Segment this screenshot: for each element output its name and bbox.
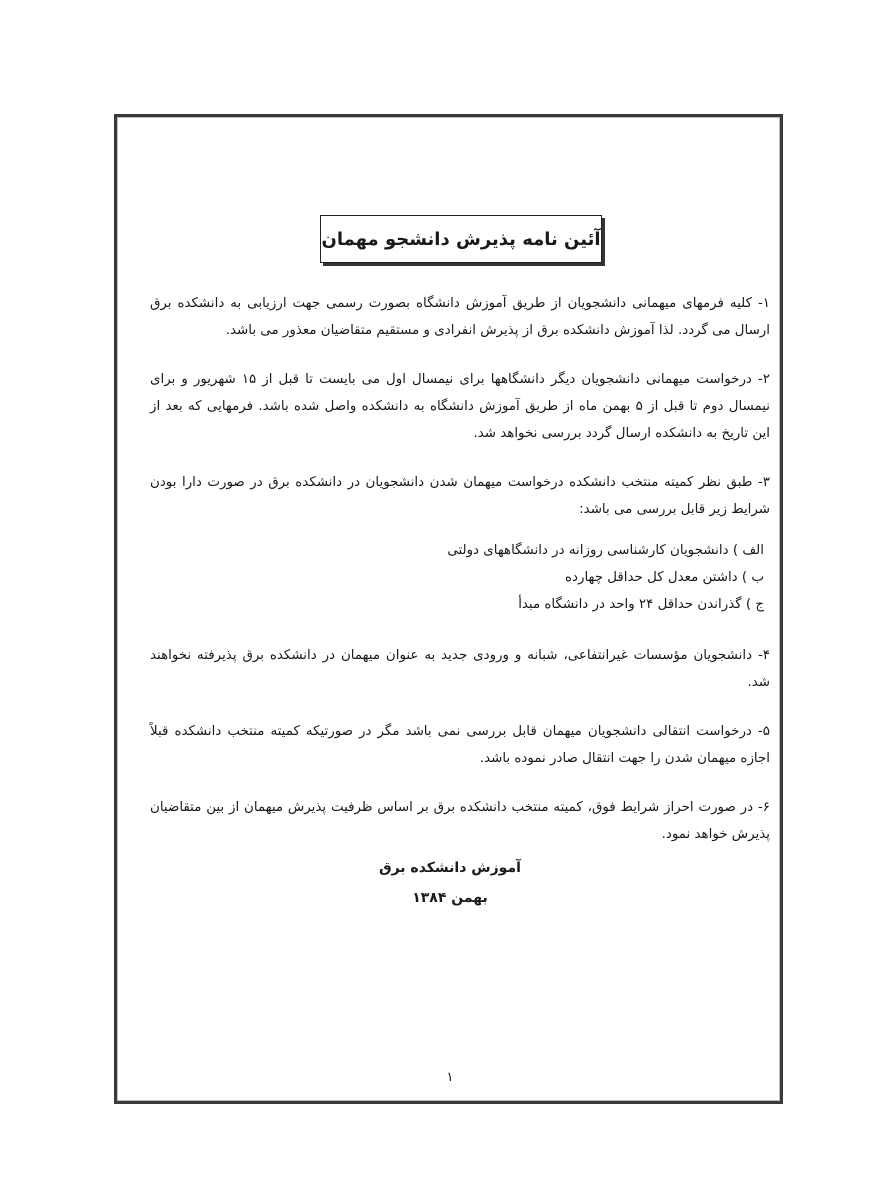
rule-item-6 (150, 794, 770, 848)
rule-text: در صورت احراز شرایط فوق، کمیته منتخب دانشکده برق بر اساس ظرفیت پذیرش میهمان از بین متقاضیان پذیرش خواهد نمود. (150, 800, 770, 842)
condition-item: ج ) گذراندن حداقل ۲۴ واحد در دانشگاه مبدأ (518, 597, 764, 612)
rule-text: کلیه فرمهای میهمانی دانشجویان از طریق آموزش دانشگاه بصورت رسمی جهت ارزیابی به دانشکده برق ارسال می گردد. لذا آموزش دانشکده برق از پذیرش انفرادی و مستقیم متقاضیان معذور می باشد. (150, 296, 770, 338)
rule-text: درخواست انتقالی دانشجویان میهمان قابل بررسی نمی باشد مگر در صورتیکه کمیته منتخب دانشکده قبلاً اجازه میهمان شدن را جهت انتقال صادر نموده باشد. (150, 724, 770, 766)
rule-item-4 (150, 642, 770, 696)
signature-date: بهمن ۱۳۸۴ (412, 890, 488, 906)
rule-item-5 (150, 718, 770, 772)
rule-number: ۶- (757, 800, 770, 815)
condition-item: الف ) دانشجویان کارشناسی روزانه در دانشگاههای دولتی (447, 543, 764, 558)
document-title: آئین نامه پذیرش دانشجو مهمان (321, 228, 601, 250)
rule-number: ۳- (757, 475, 770, 490)
rule-text: طبق نظر کمیته منتخب دانشکده درخواست میهمان شدن دانشجویان در دانشکده برق در صورت دارا بودن شرایط زیر قابل بررسی می باشد: (150, 475, 770, 517)
rule-number: ۲- (757, 372, 770, 387)
rule-item-2 (150, 366, 770, 447)
rule-text: دانشجویان مؤسسات غیرانتفاعی، شبانه و ورودی جدید به عنوان میهمان در دانشکده برق پذیرفته نخواهند شد. (150, 648, 770, 690)
document-body (150, 290, 770, 870)
conditions-list (150, 537, 770, 618)
rule-number: ۱- (757, 296, 770, 311)
document-title-box (320, 215, 602, 263)
condition-item: ب ) داشتن معدل کل حداقل چهارده (565, 570, 764, 585)
rule-text: درخواست میهمانی دانشجویان دیگر دانشگاهها برای نیمسال اول می بایست تا قبل از ۱۵ شهریور و برای نیمسال دوم تا قبل از ۵ بهمن ماه از طریق آموزش دانشگاه به دانشکده واصل شده باشد. فرمهایی که بعد از این تاریخ به دانشکده ارسال گردد بررسی نخواهد شد. (150, 372, 770, 441)
rule-item-3 (150, 469, 770, 523)
signature-office: آموزش دانشکده برق (379, 860, 521, 876)
rule-item-1 (150, 290, 770, 344)
page-number: ۱ (446, 1070, 454, 1085)
rule-number: ۴- (757, 648, 770, 663)
rule-number: ۵- (757, 724, 770, 739)
